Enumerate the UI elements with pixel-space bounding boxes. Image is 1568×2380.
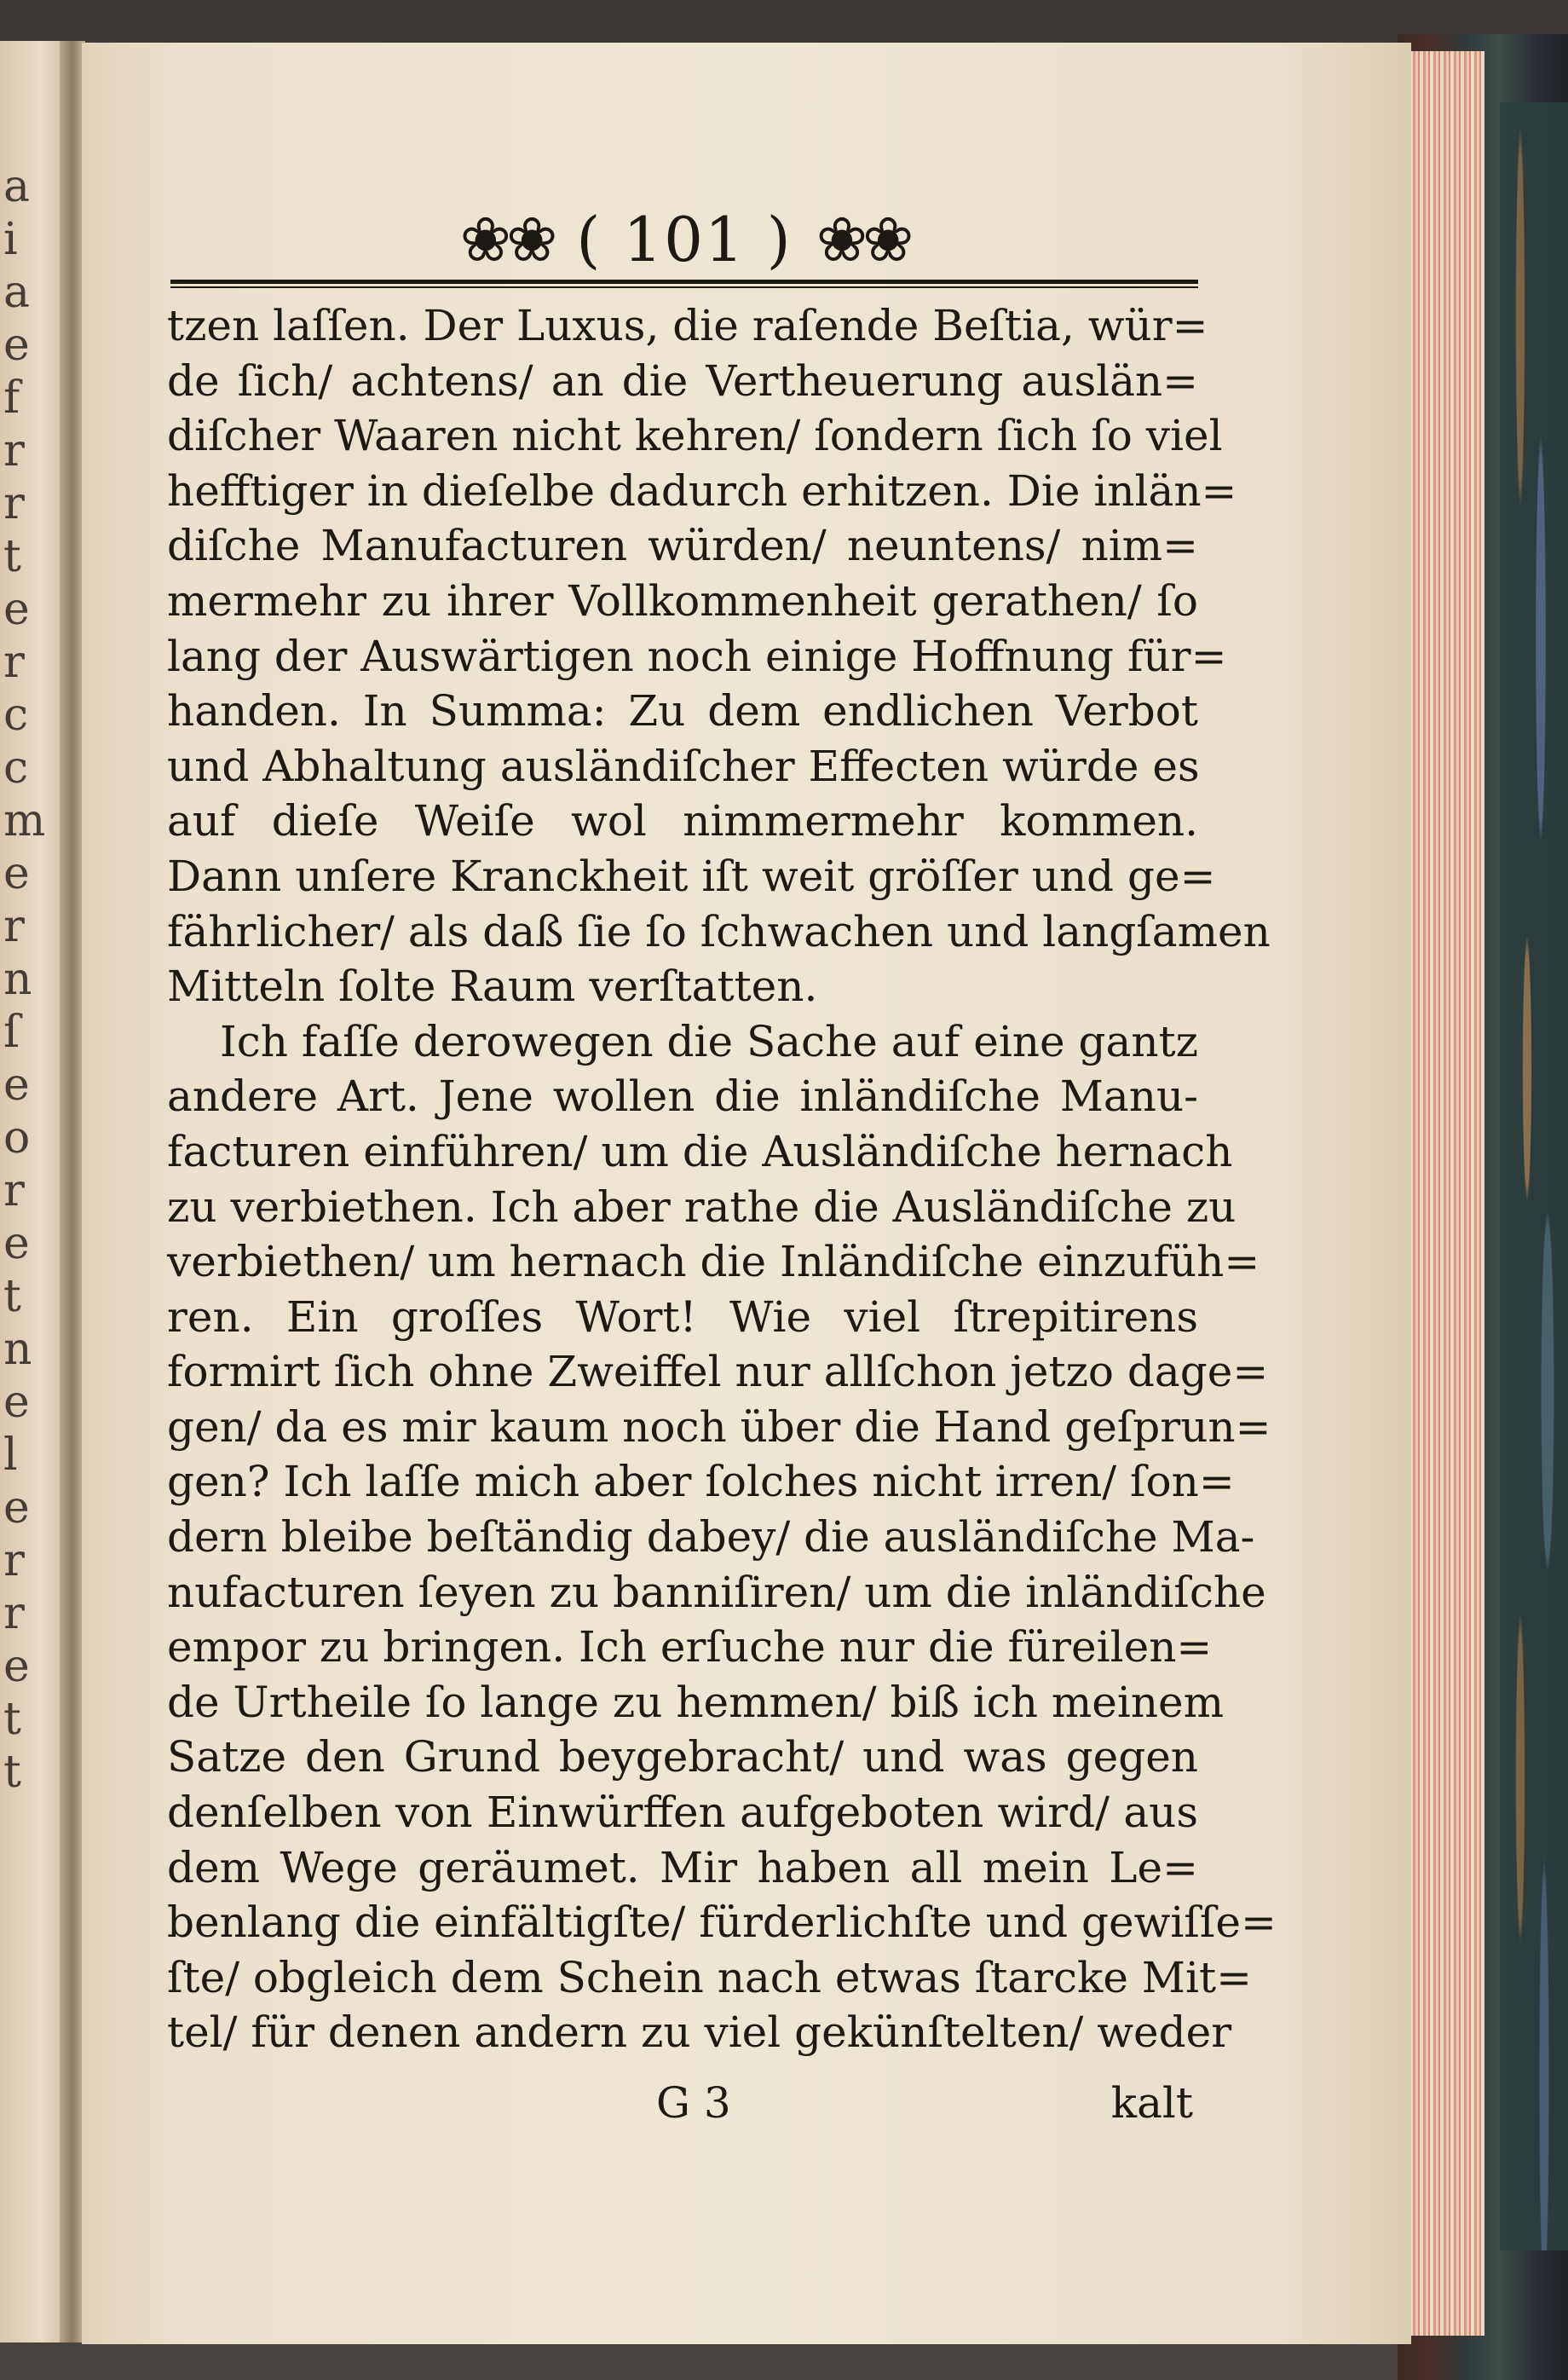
- left-page-fragment: r: [3, 1165, 25, 1216]
- left-page-fragment: n: [3, 954, 32, 1005]
- text-line: andere Art. Jene wollen die inländiſche Manu-: [167, 1072, 1198, 1122]
- page-number: ( 101 ): [576, 204, 793, 275]
- left-page-fragment: t: [3, 531, 21, 582]
- text-line: diſcher Waaren nicht kehren/ ſondern ſich ſo viel: [167, 411, 1223, 461]
- text-line: hefftiger in dieſelbe dadurch erhitzen. Die inlän=: [167, 465, 1237, 516]
- left-page-fragment: r: [3, 1588, 25, 1639]
- text-line: Dann unſere Kranckheit iſt weit gröſſer und ge=: [167, 851, 1216, 901]
- text-line: dem Wege geräumet. Mir haben all mein Le=: [167, 1842, 1198, 1892]
- body-text: [167, 298, 1277, 2060]
- text-line: und Abhaltung ausländiſcher Effecten würde es: [167, 741, 1200, 791]
- text-line: Ich faſſe derowegen die Sache auf eine gantz: [220, 1016, 1198, 1066]
- text-line: tzen laſſen. Der Luxus, die raſende Beſtia, wür=: [167, 301, 1208, 350]
- left-page-fragment: n: [3, 1324, 32, 1375]
- left-page-fragment: e: [3, 1218, 30, 1269]
- left-page-fragment: e: [3, 320, 30, 371]
- text-line: gen/ da es mir kaum noch über die Hand geſprun=: [167, 1401, 1271, 1452]
- left-page-fragment: e: [3, 1482, 30, 1534]
- left-page-fragment: m: [3, 795, 46, 846]
- text-line: denſelben von Einwürffen aufgeboten wird/ aus: [167, 1788, 1198, 1838]
- text-line: Mitteln ſolte Raum verſtatten.: [167, 962, 818, 1012]
- marbled-endpaper: [1500, 102, 1568, 2250]
- left-page-fragment: r: [3, 637, 25, 688]
- left-page-fragment: r: [3, 478, 25, 529]
- text-line: de ſich/ achtens/ an die Vertheuerung auslän=: [167, 355, 1198, 406]
- left-page-fragment: ſ: [3, 1007, 20, 1058]
- text-line: de Urtheile ſo lange zu hemmen/ biß ich meinem: [167, 1677, 1225, 1727]
- text-line: tel/ für denen andern zu viel gekünſtelten/ weder: [167, 2007, 1232, 2058]
- text-line: handen. In Summa: Zu dem endlichen Verbot: [167, 686, 1198, 737]
- left-page-fragment: a: [3, 161, 31, 212]
- text-line: gen? Ich laſſe mich aber ſolches nicht irren/ ſon=: [167, 1457, 1235, 1507]
- left-page-fragment: r: [3, 901, 25, 952]
- catchword: kalt: [1110, 2078, 1193, 2128]
- text-line: mermehr zu ihrer Vollkommenheit gerathen/ ſo: [167, 575, 1198, 626]
- page-header: [170, 193, 1198, 286]
- left-page-fragment: e: [3, 1060, 30, 1111]
- left-page-fragment: c: [3, 690, 29, 741]
- text-line: lang der Auswärtigen noch einige Hoffnung für=: [167, 631, 1227, 681]
- text-line: diſche Manufacturen würden/ neuntens/ nim=: [167, 521, 1198, 571]
- text-line: zu verbiethen. Ich aber rathe die Ausländiſche zu: [167, 1181, 1237, 1232]
- text-line: fährlicher/ als daß ſie ſo ſchwachen und langſamen: [167, 906, 1271, 956]
- text-line: nufacturen ſeyen zu banniſiren/ um die inländiſche: [167, 1567, 1266, 1617]
- left-page-fragment: e: [3, 1377, 30, 1428]
- text-line: benlang die einfältigſte/ fürderlichſte und gewiſſe=: [167, 1898, 1277, 1948]
- header-rule: [170, 280, 1198, 284]
- left-page-fragment: o: [3, 1112, 31, 1164]
- text-line: Satze den Grund beygebracht/ und was gegen: [167, 1732, 1198, 1782]
- text-line: facturen einführen/ um die Ausländiſche hernach: [167, 1126, 1233, 1176]
- left-page-fragment: t: [3, 1747, 21, 1798]
- text-line: empor zu bringen. Ich erſuche nur die füreilen=: [167, 1622, 1213, 1672]
- left-page-fragment: c: [3, 742, 29, 794]
- left-page-fragment: e: [3, 848, 30, 899]
- left-page-fragment: t: [3, 1271, 21, 1322]
- left-page-fragment: r: [3, 1535, 25, 1586]
- header-rule-thin: [170, 286, 1198, 288]
- left-page-fragment: e: [3, 584, 30, 635]
- left-page-fragment: l: [3, 1430, 18, 1481]
- text-line: auf dieſe Weiſe wol nimmermehr kommen.: [167, 796, 1198, 846]
- text-line: verbiethen/ um hernach die Inländiſche einzufüh=: [167, 1237, 1260, 1287]
- left-page-text-fragments: [3, 160, 46, 2257]
- left-page-fragment: a: [3, 267, 31, 318]
- text-line: formirt ſich ohne Zweiffel nur allſchon jetzo dage=: [167, 1347, 1269, 1397]
- ornament-right-icon: ❀❀: [816, 204, 909, 275]
- text-line: ren. Ein groſſes Wort! Wie viel ſtrepitirens: [167, 1291, 1198, 1342]
- left-page-fragment: f: [3, 373, 20, 424]
- signature-mark: G 3: [656, 2078, 731, 2128]
- text-line: ſte/ obgleich dem Schein nach etwas ſtarcke Mit=: [167, 1952, 1252, 2002]
- left-page-fragment: t: [3, 1694, 21, 1745]
- text-line: dern bleibe beſtändig dabey/ die ausländiſche Ma-: [167, 1512, 1255, 1563]
- ornament-left-icon: ❀❀: [459, 204, 553, 275]
- left-page-fragment: i: [3, 214, 18, 265]
- left-page-fragment: e: [3, 1641, 30, 1692]
- left-page-fragment: r: [3, 425, 25, 477]
